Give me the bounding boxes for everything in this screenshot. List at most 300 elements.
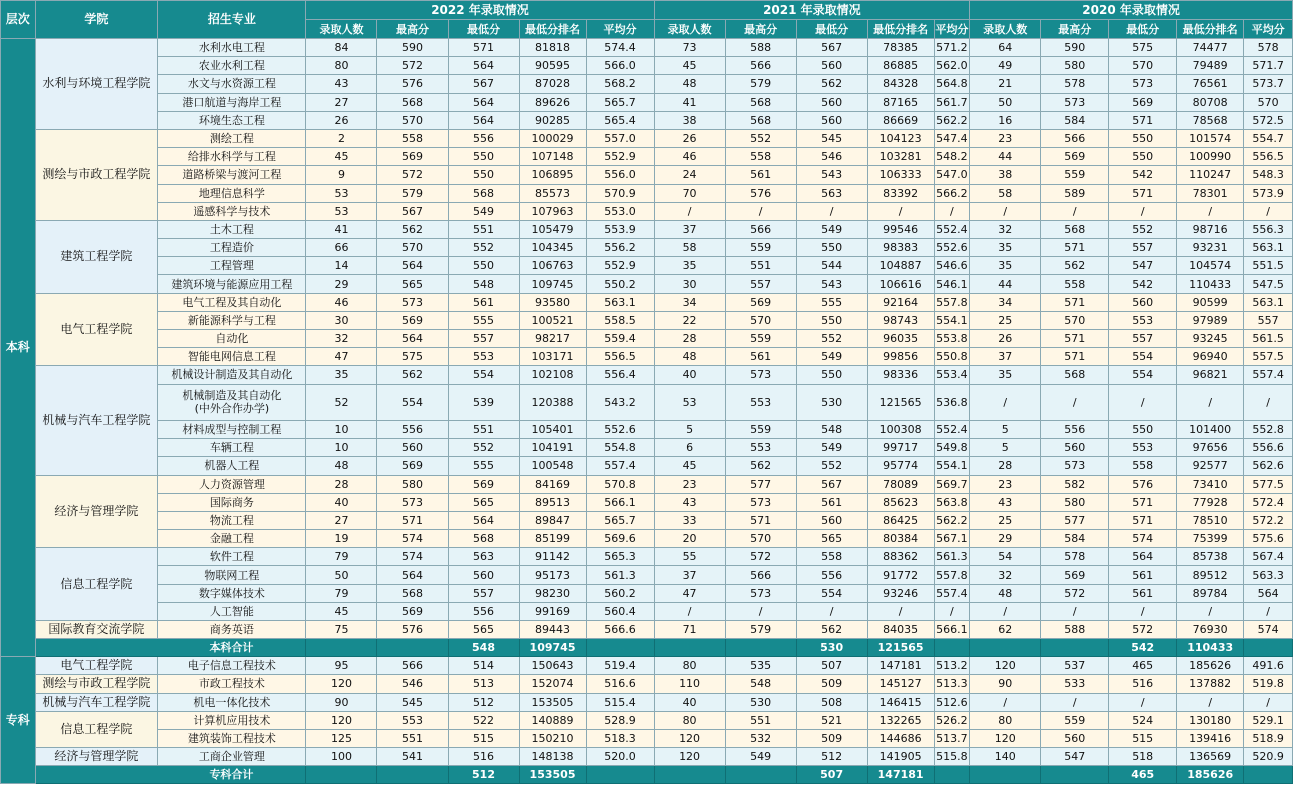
value-cell: 557.4	[1244, 366, 1293, 384]
table-row	[1, 439, 1293, 457]
value-cell: 562	[725, 457, 796, 475]
value-cell: 542	[1109, 275, 1177, 293]
value-cell: 565.7	[586, 93, 654, 111]
value-cell: 569.7	[934, 475, 970, 493]
value-cell: 578	[1041, 75, 1109, 93]
total-min-score: 548	[448, 639, 519, 657]
value-cell: /	[1109, 693, 1177, 711]
value-cell: 107963	[519, 202, 586, 220]
value-cell: 588	[725, 39, 796, 57]
major-cell: 人工智能	[158, 602, 306, 620]
value-cell: 552.9	[586, 148, 654, 166]
value-cell: 572.2	[1244, 511, 1293, 529]
value-cell: 579	[725, 621, 796, 639]
value-cell: 88362	[867, 548, 934, 566]
value-cell: 552	[796, 330, 867, 348]
value-cell: 547.4	[934, 129, 970, 147]
subheader-min: 最低分	[796, 20, 867, 39]
value-cell: /	[796, 602, 867, 620]
value-cell: /	[1041, 384, 1109, 420]
value-cell: 563.3	[1244, 566, 1293, 584]
value-cell: 559	[725, 420, 796, 438]
major-cell: 数字媒体技术	[158, 584, 306, 602]
table-row	[1, 548, 1293, 566]
major-cell: 机械设计制造及其自动化	[158, 366, 306, 384]
value-cell: 560	[796, 511, 867, 529]
value-cell: 136569	[1177, 748, 1244, 766]
value-cell: 560	[796, 93, 867, 111]
value-cell: 80	[654, 657, 725, 675]
value-cell: 97989	[1177, 311, 1244, 329]
value-cell: 25	[970, 511, 1041, 529]
major-cell: 计算机应用技术	[158, 711, 306, 729]
table-row	[1, 166, 1293, 184]
header-college: 学院	[35, 1, 158, 39]
total-empty-cell	[970, 639, 1041, 657]
value-cell: 568	[725, 111, 796, 129]
value-cell: 579	[725, 75, 796, 93]
value-cell: 66	[306, 239, 377, 257]
value-cell: 34	[970, 293, 1041, 311]
value-cell: 548	[725, 675, 796, 693]
subheader-rank: 最低分排名	[1177, 20, 1244, 39]
major-cell: 物流工程	[158, 511, 306, 529]
value-cell: 93231	[1177, 239, 1244, 257]
value-cell: 551	[377, 729, 448, 747]
value-cell: 513	[448, 675, 519, 693]
value-cell: 558	[1041, 275, 1109, 293]
value-cell: 541	[377, 748, 448, 766]
value-cell: 569.6	[586, 530, 654, 548]
total-row	[1, 639, 1293, 657]
subheader-min: 最低分	[448, 20, 519, 39]
value-cell: 565	[796, 530, 867, 548]
value-cell: 553	[377, 711, 448, 729]
value-cell: 24	[654, 166, 725, 184]
value-cell: 550	[796, 239, 867, 257]
value-cell: 153505	[519, 693, 586, 711]
value-cell: 102108	[519, 366, 586, 384]
value-cell: 553.0	[586, 202, 654, 220]
value-cell: 566.6	[586, 621, 654, 639]
value-cell: 571	[1041, 239, 1109, 257]
value-cell: 571.7	[1244, 57, 1293, 75]
value-cell: 90595	[519, 57, 586, 75]
value-cell: 47	[306, 348, 377, 366]
value-cell: 508	[796, 693, 867, 711]
value-cell: 78089	[867, 475, 934, 493]
value-cell: 37	[654, 220, 725, 238]
value-cell: 560	[1041, 729, 1109, 747]
value-cell: 521	[796, 711, 867, 729]
table-row	[1, 584, 1293, 602]
value-cell: 10	[306, 439, 377, 457]
value-cell: 98743	[867, 311, 934, 329]
value-cell: 70	[654, 184, 725, 202]
value-cell: 570	[377, 239, 448, 257]
subheader-count: 录取人数	[970, 20, 1041, 39]
major-cell: 新能源科学与工程	[158, 311, 306, 329]
value-cell: /	[1244, 602, 1293, 620]
value-cell: 147181	[867, 657, 934, 675]
major-cell: 人力资源管理	[158, 475, 306, 493]
major-cell: 水文与水资源工程	[158, 75, 306, 93]
value-cell: 551.5	[1244, 257, 1293, 275]
value-cell: 73	[654, 39, 725, 57]
value-cell: 574.4	[586, 39, 654, 57]
value-cell: 577	[725, 475, 796, 493]
value-cell: 512	[448, 693, 519, 711]
value-cell: 77928	[1177, 493, 1244, 511]
value-cell: 43	[970, 493, 1041, 511]
value-cell: 22	[654, 311, 725, 329]
total-empty-cell	[934, 639, 970, 657]
value-cell: 99546	[867, 220, 934, 238]
value-cell: 79	[306, 584, 377, 602]
value-cell: 536.8	[934, 384, 970, 420]
value-cell: 557.8	[934, 293, 970, 311]
value-cell: 571	[1109, 111, 1177, 129]
value-cell: /	[725, 202, 796, 220]
value-cell: 38	[654, 111, 725, 129]
value-cell: /	[654, 602, 725, 620]
value-cell: 526.2	[934, 711, 970, 729]
value-cell: 101400	[1177, 420, 1244, 438]
value-cell: 559.4	[586, 330, 654, 348]
value-cell: 551	[448, 420, 519, 438]
value-cell: 104345	[519, 239, 586, 257]
value-cell: 515.4	[586, 693, 654, 711]
value-cell: 573	[377, 293, 448, 311]
value-cell: 546	[377, 675, 448, 693]
value-cell: 97656	[1177, 439, 1244, 457]
value-cell: 14	[306, 257, 377, 275]
value-cell: 93246	[867, 584, 934, 602]
value-cell: 26	[654, 129, 725, 147]
value-cell: 548.2	[934, 148, 970, 166]
value-cell: 552	[448, 239, 519, 257]
value-cell: 543	[796, 275, 867, 293]
value-cell: 574	[377, 530, 448, 548]
value-cell: 565.7	[586, 511, 654, 529]
value-cell: 84328	[867, 75, 934, 93]
value-cell: /	[796, 202, 867, 220]
value-cell: 568	[1041, 220, 1109, 238]
value-cell: 99717	[867, 439, 934, 457]
value-cell: 513.7	[934, 729, 970, 747]
value-cell: 564.8	[934, 75, 970, 93]
table-row	[1, 148, 1293, 166]
value-cell: 543	[796, 166, 867, 184]
total-empty-cell	[377, 766, 448, 784]
value-cell: 90	[970, 675, 1041, 693]
value-cell: 566	[725, 220, 796, 238]
subheader-count: 录取人数	[306, 20, 377, 39]
value-cell: 86885	[867, 57, 934, 75]
value-cell: 561	[448, 293, 519, 311]
value-cell: 85738	[1177, 548, 1244, 566]
total-empty-cell	[586, 766, 654, 784]
value-cell: 574	[377, 548, 448, 566]
value-cell: 53	[654, 384, 725, 420]
table-row	[1, 129, 1293, 147]
major-cell: 机械制造及其自动化 (中外合作办学)	[158, 384, 306, 420]
table-row	[1, 511, 1293, 529]
value-cell: 85623	[867, 493, 934, 511]
value-cell: 139416	[1177, 729, 1244, 747]
value-cell: 574	[1109, 530, 1177, 548]
table-row	[1, 420, 1293, 438]
value-cell: 30	[306, 311, 377, 329]
value-cell: 43	[306, 75, 377, 93]
value-cell: 46	[306, 293, 377, 311]
value-cell: 562.0	[934, 57, 970, 75]
subheader-max: 最高分	[1041, 20, 1109, 39]
major-cell: 商务英语	[158, 621, 306, 639]
total-min-rank: 153505	[519, 766, 586, 784]
value-cell: 562.6	[1244, 457, 1293, 475]
value-cell: /	[1177, 693, 1244, 711]
total-empty-cell	[306, 639, 377, 657]
value-cell: 552.4	[934, 420, 970, 438]
value-cell: 103171	[519, 348, 586, 366]
value-cell: 507	[796, 657, 867, 675]
value-cell: 80	[970, 711, 1041, 729]
value-cell: 569	[377, 148, 448, 166]
value-cell: 557.5	[1244, 348, 1293, 366]
value-cell: 570	[725, 311, 796, 329]
value-cell: 43	[654, 493, 725, 511]
value-cell: 563.1	[1244, 239, 1293, 257]
table-row	[1, 275, 1293, 293]
value-cell: 78301	[1177, 184, 1244, 202]
value-cell: 546.6	[934, 257, 970, 275]
value-cell: 100548	[519, 457, 586, 475]
subheader-min: 最低分	[1109, 20, 1177, 39]
value-cell: 93580	[519, 293, 586, 311]
value-cell: 83392	[867, 184, 934, 202]
value-cell: 93245	[1177, 330, 1244, 348]
value-cell: 37	[654, 566, 725, 584]
level-cell: 专科	[1, 657, 36, 784]
value-cell: 560	[448, 566, 519, 584]
value-cell: 37	[970, 348, 1041, 366]
value-cell: 568	[377, 584, 448, 602]
value-cell: 19	[306, 530, 377, 548]
value-cell: 564	[377, 257, 448, 275]
table-row	[1, 693, 1293, 711]
value-cell: 48	[654, 348, 725, 366]
value-cell: 28	[970, 457, 1041, 475]
value-cell: 104887	[867, 257, 934, 275]
value-cell: 573	[725, 366, 796, 384]
level-cell: 本科	[1, 39, 36, 657]
value-cell: 559	[1041, 711, 1109, 729]
value-cell: 32	[970, 220, 1041, 238]
table-row	[1, 602, 1293, 620]
value-cell: 5	[970, 439, 1041, 457]
value-cell: 144686	[867, 729, 934, 747]
value-cell: 561	[725, 166, 796, 184]
value-cell: 568	[448, 530, 519, 548]
value-cell: 563.1	[1244, 293, 1293, 311]
value-cell: 573	[1041, 457, 1109, 475]
value-cell: 120	[306, 711, 377, 729]
table-row	[1, 475, 1293, 493]
value-cell: 572.4	[1244, 493, 1293, 511]
value-cell: 556.5	[586, 348, 654, 366]
value-cell: 573	[1041, 93, 1109, 111]
value-cell: 6	[654, 439, 725, 457]
value-cell: 557	[448, 584, 519, 602]
value-cell: /	[1244, 693, 1293, 711]
value-cell: 48	[970, 584, 1041, 602]
value-cell: 579	[377, 184, 448, 202]
value-cell: 568	[1041, 366, 1109, 384]
value-cell: 572.5	[1244, 111, 1293, 129]
value-cell: 98217	[519, 330, 586, 348]
value-cell: /	[1177, 602, 1244, 620]
value-cell: 28	[654, 330, 725, 348]
value-cell: 45	[654, 457, 725, 475]
value-cell: 557	[1109, 330, 1177, 348]
value-cell: 568.2	[586, 75, 654, 93]
value-cell: 571	[1109, 511, 1177, 529]
total-min-score: 530	[796, 639, 867, 657]
value-cell: 35	[654, 257, 725, 275]
value-cell: 103281	[867, 148, 934, 166]
value-cell: 561.3	[934, 548, 970, 566]
value-cell: /	[1109, 602, 1177, 620]
value-cell: 95173	[519, 566, 586, 584]
value-cell: 548.3	[1244, 166, 1293, 184]
value-cell: 561	[796, 493, 867, 511]
value-cell: 557.4	[934, 584, 970, 602]
total-label: 本科合计	[35, 639, 306, 657]
value-cell: 53	[306, 202, 377, 220]
value-cell: 76930	[1177, 621, 1244, 639]
value-cell: 50	[306, 566, 377, 584]
value-cell: 560	[1109, 293, 1177, 311]
value-cell: 23	[970, 475, 1041, 493]
value-cell: 98716	[1177, 220, 1244, 238]
value-cell: 551	[448, 220, 519, 238]
value-cell: 550.8	[934, 348, 970, 366]
value-cell: 120	[970, 657, 1041, 675]
value-cell: 513.3	[934, 675, 970, 693]
value-cell: /	[1244, 384, 1293, 420]
subheader-avg: 平均分	[1244, 20, 1293, 39]
value-cell: 590	[377, 39, 448, 57]
value-cell: 561.7	[934, 93, 970, 111]
value-cell: 570	[1109, 57, 1177, 75]
value-cell: 573.7	[1244, 75, 1293, 93]
value-cell: 145127	[867, 675, 934, 693]
value-cell: 549	[725, 748, 796, 766]
value-cell: 95	[306, 657, 377, 675]
value-cell: 40	[654, 693, 725, 711]
value-cell: 559	[725, 330, 796, 348]
value-cell: 556.5	[1244, 148, 1293, 166]
value-cell: 90285	[519, 111, 586, 129]
value-cell: 576	[1109, 475, 1177, 493]
value-cell: 572	[725, 548, 796, 566]
value-cell: 146415	[867, 693, 934, 711]
college-cell: 信息工程学院	[35, 711, 158, 747]
value-cell: 571.2	[934, 39, 970, 57]
value-cell: 573.9	[1244, 184, 1293, 202]
value-cell: 54	[970, 548, 1041, 566]
value-cell: /	[1244, 202, 1293, 220]
value-cell: 89512	[1177, 566, 1244, 584]
total-empty-cell	[1041, 766, 1109, 784]
value-cell: 561	[1109, 566, 1177, 584]
total-empty-cell	[725, 766, 796, 784]
value-cell: /	[1109, 202, 1177, 220]
value-cell: 566	[725, 566, 796, 584]
value-cell: 547	[1041, 748, 1109, 766]
value-cell: 80384	[867, 530, 934, 548]
value-cell: 562	[377, 366, 448, 384]
value-cell: 86425	[867, 511, 934, 529]
table-row	[1, 75, 1293, 93]
table-row	[1, 311, 1293, 329]
value-cell: 550	[796, 311, 867, 329]
value-cell: 58	[654, 239, 725, 257]
major-cell: 建筑装饰工程技术	[158, 729, 306, 747]
value-cell: 565.3	[586, 548, 654, 566]
major-cell: 自动化	[158, 330, 306, 348]
value-cell: 557.8	[934, 566, 970, 584]
value-cell: 562	[796, 75, 867, 93]
value-cell: 519.4	[586, 657, 654, 675]
value-cell: 551	[725, 711, 796, 729]
value-cell: 571	[1041, 330, 1109, 348]
table-row	[1, 657, 1293, 675]
value-cell: 549	[448, 202, 519, 220]
value-cell: 564	[377, 330, 448, 348]
value-cell: 38	[970, 166, 1041, 184]
value-cell: 570	[377, 111, 448, 129]
value-cell: 563	[796, 184, 867, 202]
total-row	[1, 766, 1293, 784]
value-cell: 89443	[519, 621, 586, 639]
value-cell: 74477	[1177, 39, 1244, 57]
value-cell: 552	[725, 129, 796, 147]
major-cell: 港口航道与海岸工程	[158, 93, 306, 111]
value-cell: 566	[725, 57, 796, 75]
value-cell: 561.3	[586, 566, 654, 584]
value-cell: 26	[970, 330, 1041, 348]
value-cell: /	[970, 693, 1041, 711]
major-cell: 土木工程	[158, 220, 306, 238]
value-cell: 23	[654, 475, 725, 493]
value-cell: 85573	[519, 184, 586, 202]
value-cell: 35	[970, 239, 1041, 257]
total-min-score: 542	[1109, 639, 1177, 657]
value-cell: 518.3	[586, 729, 654, 747]
table-row	[1, 39, 1293, 57]
value-cell: 32	[306, 330, 377, 348]
table-row	[1, 293, 1293, 311]
value-cell: 548	[796, 420, 867, 438]
value-cell: 572	[377, 166, 448, 184]
value-cell: 571	[1109, 493, 1177, 511]
value-cell: 562.2	[934, 111, 970, 129]
value-cell: 533	[1041, 675, 1109, 693]
value-cell: 566	[377, 657, 448, 675]
value-cell: 86669	[867, 111, 934, 129]
